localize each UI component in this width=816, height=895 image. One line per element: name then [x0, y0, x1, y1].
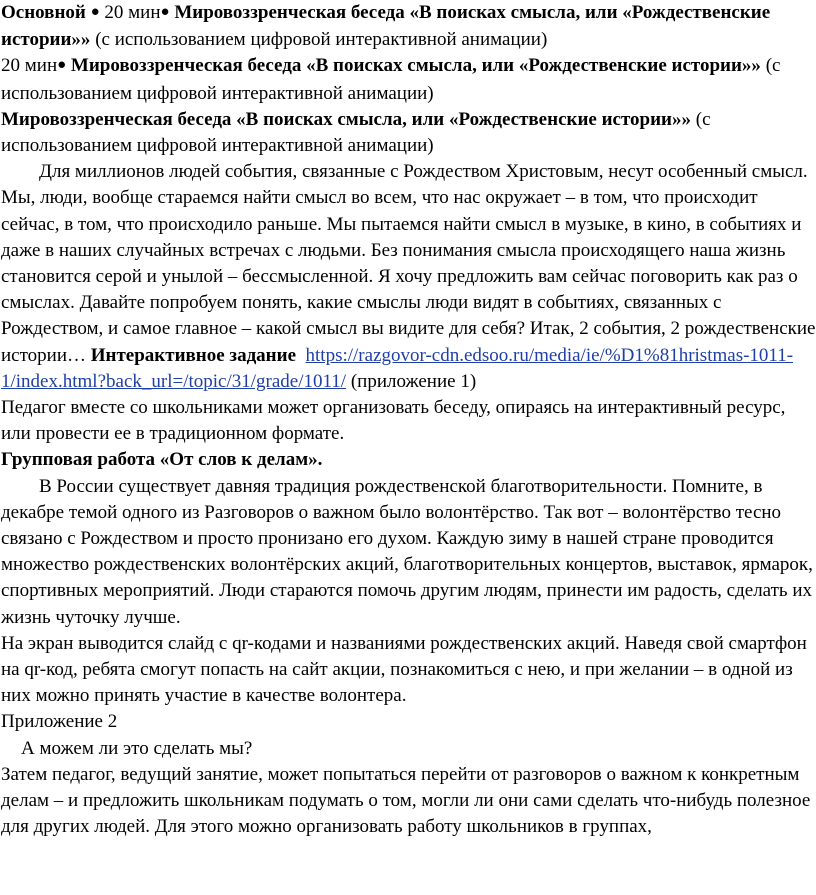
paragraph-charity: В России существует давняя традиция рождественской благотворительности. Помните, в декабре темой одного из Разговоров о важном было волонтёрство. Так вот – волонтёрство тесно связано с Рождеством и просто пронизано его духом. Каждую зиму в нашей стране проводится множество рождественских волонтёрских акций, благотворительных концертов, выставок, ярмарок, спортивных мероприятий. Люди стараются помочь другим людям, принести им радость, сделать их жизнь чуточку лучше.: [1, 475, 813, 628]
group-work-heading-text: Групповая работа «От слов к делам».: [1, 449, 323, 471]
topic-title: Мировоззренческая беседа «В поисках смысла, или «Рождественские истории»»: [1, 2, 771, 51]
bullet-icon: ●: [160, 4, 170, 20]
appendix-1-ref: (приложение 1): [350, 370, 477, 392]
topic-title: Мировоззренческая беседа «В поисках смысла, или «Рождественские истории»»: [1, 108, 692, 130]
paragraph-next-step: Затем педагог, ведущий занятие, может попытаться перейти от разговоров о важном к конкретным делам – и предложить школьникам подумать о том, могли ли они сами сделать что-нибудь полезное для других людей. Для этого можно организовать работу школьников в группах,: [1, 763, 811, 838]
duration-text: 20 мин: [1, 55, 58, 77]
paragraph-qr-slide: На экран выводится слайд с qr-кодами и названиями рождественских акций. Наведя свой смартфон на qr-код, ребята смогут попасть на сайт акции, познакомиться с нею, и при желании – в одной из них можно принять участие в качестве волонтера.: [1, 632, 807, 707]
intro-text: Для миллионов людей события, связанные с Рождеством Христовым, несут особенный смысл. Мы, люди, вообще стараемся найти смысл во всем, что нас окружает – в том, что происходит сейчас, в том, что происходило раньше. Мы пытаемся найти смысл в музыке, в кино, в событиях и даже в наших случайных встречах с людьми. Без понимания смысла происходящего наша жизнь становится серой и унылой – бессмысленной. Я хочу предложить вам сейчас поговорить как раз о смыслах. Давайте попробуем понять, какие смыслы люди видят в событиях, связанных с Рождеством, и самое главное – какой смысл вы видите для себя? Итак, 2 события, 2 рождественские истории…: [1, 161, 816, 366]
paragraph-intro: [1, 159, 816, 395]
header-line-1: [1, 0, 816, 53]
topic-note: (с использованием цифровой интерактивной анимации): [1, 108, 711, 157]
group-work-heading: [1, 447, 816, 473]
section-label: Основной: [1, 2, 86, 23]
topic-title: Мировоззренческая беседа «В поисках смысла, или «Рождественские истории»»: [66, 55, 761, 77]
bullet-icon: ●: [57, 57, 67, 74]
paragraph-teacher-note: Педагог вместе со школьниками может организовать беседу, опираясь на интерактивный ресурс, или провести ее в традиционном формате.: [1, 397, 786, 445]
duration-text: 20 мин: [99, 2, 161, 23]
appendix-2-label: Приложение 2: [1, 711, 118, 733]
topic-note: (с использованием цифровой интерактивной анимации): [90, 29, 548, 51]
header-line-3: [1, 107, 816, 159]
bullet-icon: ●: [90, 4, 100, 20]
task-label: Интерактивное задание: [90, 344, 297, 366]
task-link[interactable]: https://razgovor-cdn.edsoo.ru/media/ie/%D1%81hristmas-1011-1/index.html?back_url=/topic/31/grade/1011/: [1, 344, 794, 392]
question-line: А можем ли это сделать мы?: [21, 737, 253, 759]
topic-note: (с использованием цифровой интерактивной анимации): [1, 55, 781, 104]
header-line-2: [1, 53, 816, 106]
